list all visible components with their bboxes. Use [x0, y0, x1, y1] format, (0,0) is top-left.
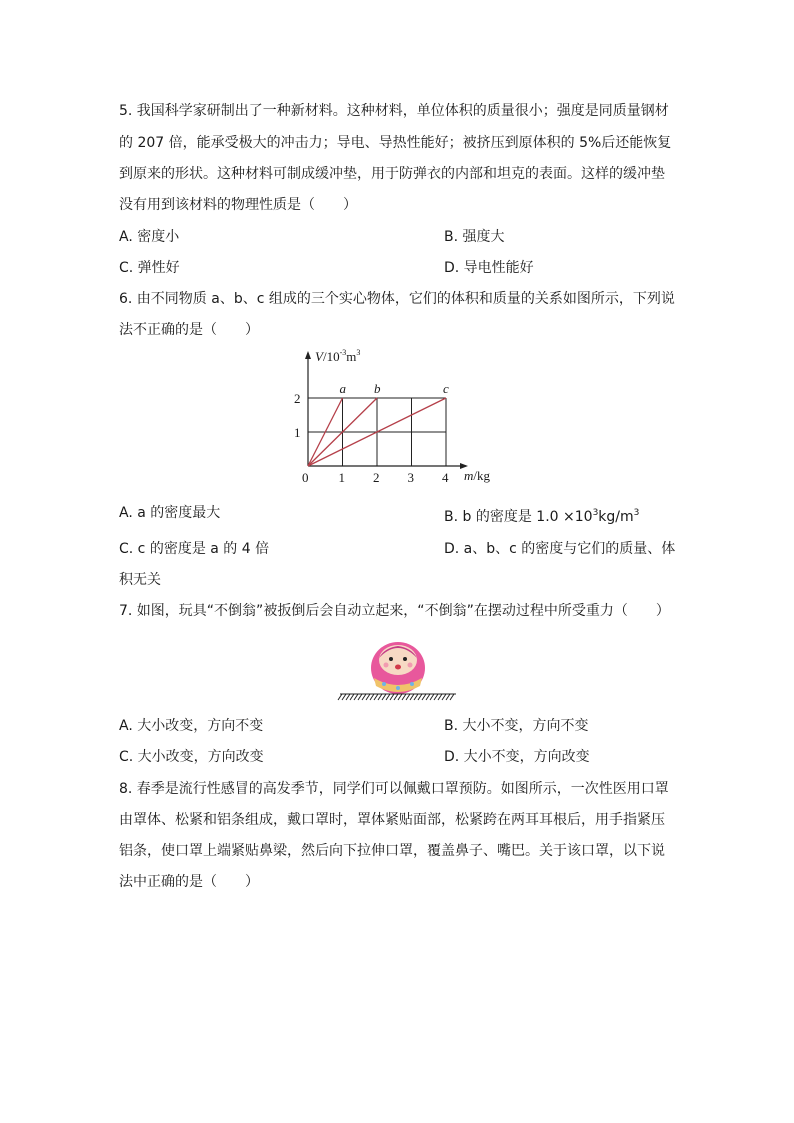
x-tick-label: 1 [338, 470, 345, 485]
q7-option-b[interactable]: B. 大小不变，方向不变 [444, 718, 589, 734]
q6-option-c[interactable]: C. c 的密度是 a 的 4 倍 [119, 541, 270, 557]
q6-option-b-text: B. b 的密度是 1.0 ×10 [444, 509, 593, 525]
hatch-mark [414, 694, 418, 700]
hatch-mark [438, 694, 442, 700]
hatch-mark [390, 694, 394, 700]
q5-option-c[interactable]: C. 弹性好 [119, 260, 180, 276]
hatch-mark [398, 694, 402, 700]
hatch-mark [346, 694, 350, 700]
y-tick-label: 2 [294, 391, 301, 406]
x-axis-label: m/kg [464, 468, 491, 483]
q7-line-1: 7. 如图，玩具“不倒翁”被扳倒后会自动立起来，“不倒翁”在摆动过程中所受重力（ ） [119, 603, 670, 619]
hatch-mark [342, 694, 346, 700]
series-label-b: b [374, 381, 381, 396]
x-tick-label: 4 [442, 470, 449, 485]
q7-option-d[interactable]: D. 大小不变，方向改变 [444, 749, 590, 765]
origin-label: 0 [302, 470, 309, 485]
hatch-mark [366, 694, 370, 700]
q8-line-3: 铝条，使口罩上端紧贴鼻梁，然后向下拉伸口罩，覆盖鼻子、嘴巴。关于该口罩，以下说 [119, 843, 665, 859]
q5-option-d[interactable]: D. 导电性能好 [444, 260, 534, 276]
q6-option-d[interactable]: D. a、b、c 的密度与它们的质量、体 [444, 541, 676, 557]
hatch-mark [350, 694, 354, 700]
q8-line-2: 由罩体、松紧和铝条组成，戴口罩时，罩体紧贴面部，松紧跨在两耳耳根后，用手指紧压 [119, 812, 665, 828]
q8-line-4: 法中正确的是（ ） [119, 874, 259, 890]
hatch-mark [354, 694, 358, 700]
q6-line-1: 6. 由不同物质 a、b、c 组成的三个实心物体，它们的体积和质量的关系如图所示，下列说 [119, 291, 675, 307]
hatch-mark [430, 694, 434, 700]
hatch-mark [426, 694, 430, 700]
x-tick-label: 3 [407, 470, 414, 485]
hatch-mark [362, 694, 366, 700]
q5-line-3: 到原来的形状。这种材料可制成缓冲垫，用于防弹衣的内部和坦克的表面。这样的缓冲垫 [119, 166, 665, 182]
roly-poly-doll-figure [336, 630, 460, 704]
q8-line-1: 8. 春季是流行性感冒的高发季节，同学们可以佩戴口罩预防。如图所示，一次性医用口罩 [119, 781, 669, 797]
hatch-mark [442, 694, 446, 700]
hatch-mark [406, 694, 410, 700]
hatch-mark [386, 694, 390, 700]
series-label-c: c [443, 381, 449, 396]
q5-line-4: 没有用到该材料的物理性质是（ ） [119, 197, 357, 213]
y-axis-arrow [305, 351, 311, 359]
hatch-mark [338, 694, 342, 700]
q6-option-b-unit-exp: 3 [633, 508, 640, 518]
hatch-mark [374, 694, 378, 700]
hatch-mark [446, 694, 450, 700]
volume-mass-chart [290, 345, 520, 493]
q6-line-2: 法不正确的是（ ） [119, 322, 259, 338]
roly-poly-doll-icon [371, 642, 425, 694]
q5-option-a[interactable]: A. 密度小 [119, 229, 180, 245]
q5-line-2: 的 207 倍，能承受极大的冲击力；导电、导热性能好；被挤压到原体积的 5%后还能恢复 [119, 135, 672, 151]
q5-option-b[interactable]: B. 强度大 [444, 229, 505, 245]
hatch-mark [410, 694, 414, 700]
q6-option-b[interactable] [444, 503, 639, 527]
hatch-mark [382, 694, 386, 700]
q6-option-b-exp: 3 [592, 508, 599, 518]
hatch-mark [378, 694, 382, 700]
q6-option-b-unit: kg/m [598, 509, 634, 525]
q6-option-d-continued: 积无关 [119, 572, 161, 588]
hatch-mark [434, 694, 438, 700]
q7-option-c[interactable]: C. 大小改变，方向改变 [119, 749, 264, 765]
hatch-mark [358, 694, 362, 700]
hatch-mark [394, 694, 398, 700]
ground-hatch [338, 694, 456, 700]
series-label-a: a [339, 381, 346, 396]
y-tick-label: 1 [294, 425, 301, 440]
hatch-mark [422, 694, 426, 700]
q7-option-a[interactable]: A. 大小改变，方向不变 [119, 718, 264, 734]
q6-option-a[interactable]: A. a 的密度最大 [119, 505, 221, 521]
hatch-mark [418, 694, 422, 700]
x-tick-label: 2 [373, 470, 380, 485]
hatch-mark [450, 694, 454, 700]
hatch-mark [370, 694, 374, 700]
hatch-mark [402, 694, 406, 700]
q5-line-1: 5. 我国科学家研制出了一种新材料。这种材料，单位体积的质量很小；强度是同质量钢材 [119, 103, 669, 119]
y-axis-label: $V/10^{-3}m^3$ [315, 348, 361, 364]
